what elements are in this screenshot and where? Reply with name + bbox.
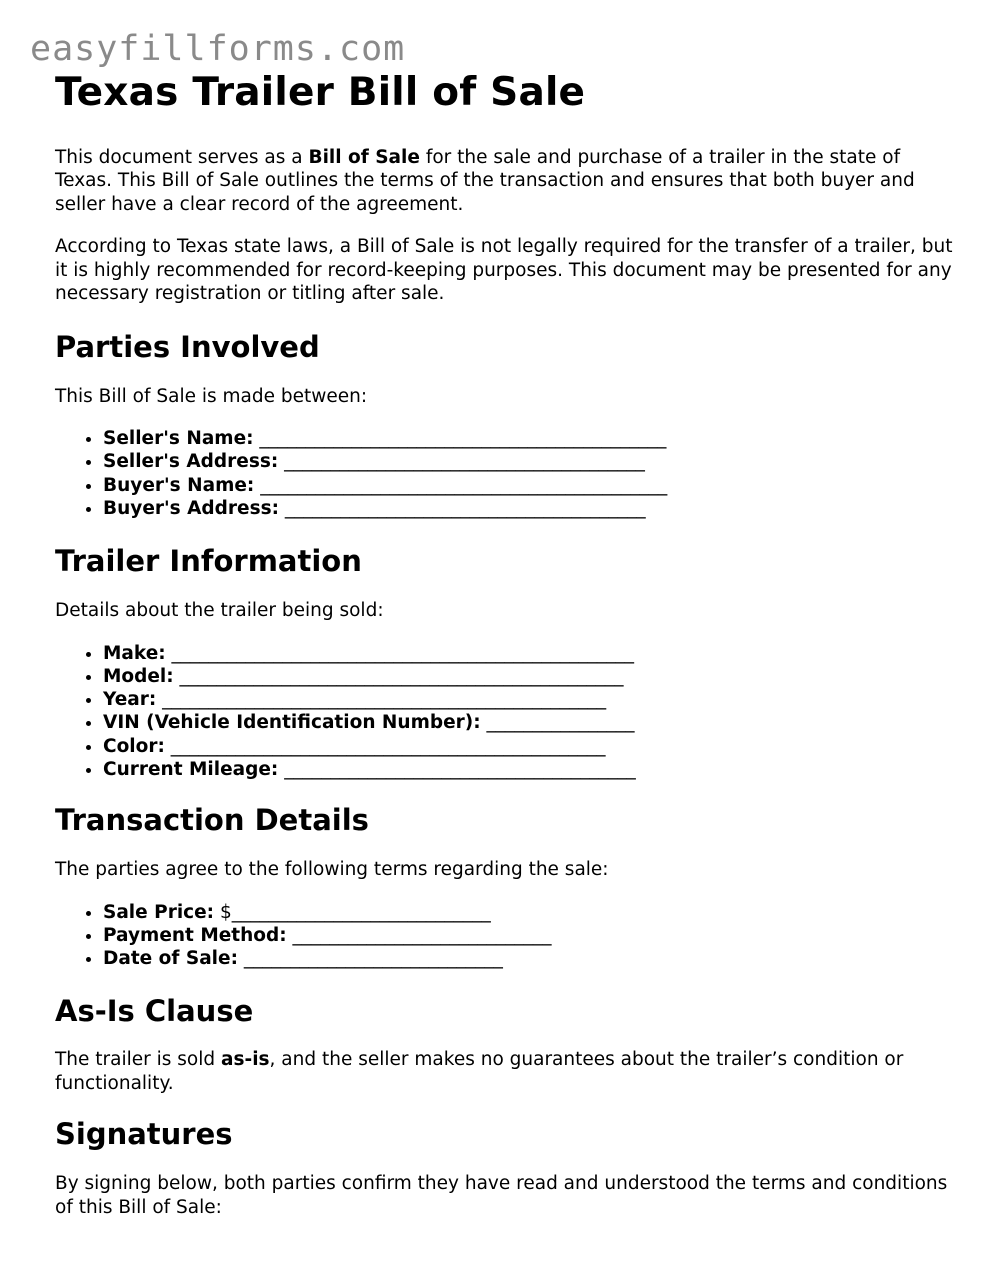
transaction-heading: Transaction Details xyxy=(55,803,369,838)
watermark: easyfillforms.com xyxy=(30,29,406,69)
document-body xyxy=(55,70,955,1219)
transaction-lead: The parties agree to the following terms regarding the sale: xyxy=(55,859,609,881)
signatures-heading: Signatures xyxy=(55,1117,233,1152)
intro-paragraph-2: According to Texas state laws, a Bill of Sale is not legally required for the transfer of a trailer, but it is highly recommended for record-keeping purposes. This document may be presented for any necessary registration or titling after sale. xyxy=(55,236,953,305)
asis-bold: as-is xyxy=(221,1049,270,1071)
bill-of-sale-bold: Bill of Sale xyxy=(308,146,420,168)
signatures-paragraph: By signing below, both parties confirm they have read and understood the terms and conditions of this Bill of Sale: xyxy=(55,1173,948,1218)
trailer-heading: Trailer Information xyxy=(55,544,362,579)
list-item: • Year: ________________________________________________ xyxy=(103,688,955,711)
list-item: • Model: ________________________________________________ xyxy=(103,665,955,688)
list-item: • Buyer's Address: _______________________________________ xyxy=(103,497,955,520)
list-item: • Sale Price: $____________________________ xyxy=(103,901,955,924)
list-item: • Date of Sale: ____________________________ xyxy=(103,947,955,970)
asis-heading: As-Is Clause xyxy=(55,993,254,1028)
transaction-list xyxy=(55,901,955,971)
parties-heading: Parties Involved xyxy=(55,329,320,364)
list-item: • Seller's Address: _______________________________________ xyxy=(103,450,955,473)
list-item: • Buyer's Name: ____________________________________________ xyxy=(103,474,955,497)
asis-paragraph: The trailer is sold as-is, and the seller makes no guarantees about the trailer’s condition or functionality. xyxy=(55,1049,904,1094)
parties-list xyxy=(55,427,955,520)
list-item: • Payment Method: ____________________________ xyxy=(103,924,955,947)
list-item: • Color: _______________________________________________ xyxy=(103,735,955,758)
list-item: • VIN (Vehicle Identification Number): ________________ xyxy=(103,711,955,734)
parties-lead: This Bill of Sale is made between: xyxy=(55,385,368,407)
intro-paragraph-1: This document serves as a Bill of Sale for the sale and purchase of a trailer in the state of Texas. This Bill of Sale outlines the terms of the transaction and ensures that both buyer and seller have a clear record of the agreement. xyxy=(55,146,915,215)
trailer-list xyxy=(55,642,955,782)
trailer-lead: Details about the trailer being sold: xyxy=(55,600,384,622)
list-item: • Seller's Name: ____________________________________________ xyxy=(103,427,955,450)
list-item: • Current Mileage: ______________________________________ xyxy=(103,758,955,781)
list-item: • Make: __________________________________________________ xyxy=(103,642,955,665)
document-title: Texas Trailer Bill of Sale xyxy=(55,70,586,115)
